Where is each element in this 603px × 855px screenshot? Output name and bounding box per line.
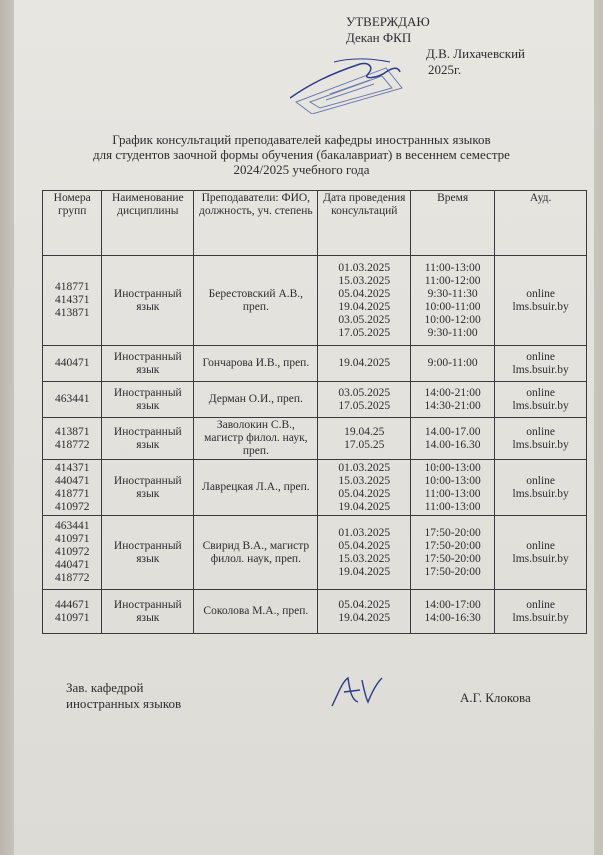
cell-dates <box>318 590 411 634</box>
cell-times-line: 9:30-11:00 <box>427 326 478 339</box>
cell-discipline: Иностранный язык <box>102 256 194 346</box>
cell-times-line: 14:00-17:00 <box>424 598 481 611</box>
cell-room-line: online <box>526 350 556 363</box>
cell-discipline: Иностранный язык <box>102 346 194 382</box>
cell-groups-line: 413871 <box>54 425 90 438</box>
cell-times <box>411 256 495 346</box>
cell-room-line: lms.bsuir.by <box>512 300 569 313</box>
cell-groups-line: 440471 <box>54 474 90 487</box>
approval-title: УТВЕРЖДАЮ <box>346 14 430 29</box>
cell-groups-line: 410971 <box>54 533 90 545</box>
header-dates: Дата проведения консультаций <box>318 191 411 256</box>
cell-times-line: 11:00-13:00 <box>424 500 481 513</box>
cell-teacher: Свирид В.А., магистр филол. наук, преп. <box>194 516 318 590</box>
footer-position-line2: иностранных языков <box>66 696 182 711</box>
cell-times <box>411 382 495 418</box>
cell-groups-line: 440471 <box>54 559 90 571</box>
table-row <box>43 256 587 346</box>
cell-room-line: lms.bsuir.by <box>512 611 569 624</box>
cell-times-line: 11:00-13:00 <box>424 261 481 274</box>
header-groups: Номера групп <box>43 191 102 256</box>
header-discipline: Наименование дисциплины <box>102 191 194 256</box>
cell-room-line: lms.bsuir.by <box>512 363 569 376</box>
cell-times <box>411 590 495 634</box>
cell-room <box>495 256 587 346</box>
cell-room <box>495 516 587 590</box>
cell-dates <box>318 346 411 382</box>
table-row <box>43 418 587 460</box>
cell-times-line: 17:50-20:00 <box>424 539 481 552</box>
cell-dates-line: 01.03.2025 <box>338 461 391 474</box>
cell-times-line: 10:00-13:00 <box>424 474 481 487</box>
cell-dates-line: 19.04.2025 <box>338 300 391 313</box>
cell-times-line: 10:00-11:00 <box>424 300 481 313</box>
cell-times <box>411 460 495 516</box>
cell-room-line: lms.bsuir.by <box>512 399 569 412</box>
cell-times <box>411 346 495 382</box>
cell-discipline: Иностранный язык <box>102 516 194 590</box>
cell-groups-line: 463441 <box>54 393 90 405</box>
cell-teacher: Дерман О.И., преп. <box>194 382 318 418</box>
cell-teacher: Заволокин С.В., магистр филол. наук, преп. <box>194 418 318 460</box>
cell-dates-line: 15.03.2025 <box>338 552 391 565</box>
cell-room <box>495 382 587 418</box>
title-line-1: График консультаций преподавателей кафедры иностранных языков <box>112 132 491 147</box>
cell-groups <box>43 256 102 346</box>
table-row <box>43 516 587 590</box>
cell-times-line: 9:30-11:30 <box>427 287 478 300</box>
table-row <box>43 346 587 382</box>
cell-teacher: Гончарова И.В., преп. <box>194 346 318 382</box>
cell-dates-line: 19.04.2025 <box>338 500 391 513</box>
cell-dates-line: 15.03.2025 <box>338 274 391 287</box>
cell-dates-line: 05.04.2025 <box>338 598 391 611</box>
cell-times-line: 14.00-16.30 <box>424 438 481 451</box>
cell-discipline: Иностранный язык <box>102 590 194 634</box>
table-row <box>43 382 587 418</box>
title-line-2: для студентов заочной формы обучения (бакалавриат) в весеннем семестре <box>93 147 510 162</box>
cell-dates-line: 19.04.2025 <box>338 611 391 624</box>
cell-groups <box>43 382 102 418</box>
cell-dates-line: 01.03.2025 <box>338 526 391 539</box>
cell-room-line: online <box>526 598 556 611</box>
cell-dates-line: 05.04.2025 <box>338 487 391 500</box>
cell-times-line: 11:00-12:00 <box>424 274 481 287</box>
cell-dates-line: 17.05.2025 <box>338 326 391 339</box>
cell-dates-line: 03.05.2025 <box>338 386 391 399</box>
cell-times-line: 14.00-17.00 <box>424 425 481 438</box>
footer-name: А.Г. Клокова <box>460 690 531 705</box>
cell-groups-line: 410972 <box>54 546 90 558</box>
cell-dates-line: 05.04.2025 <box>338 287 391 300</box>
cell-groups <box>43 516 102 590</box>
cell-teacher: Соколова М.А., преп. <box>194 590 318 634</box>
cell-times-line: 10:00-12:00 <box>424 313 481 326</box>
cell-dates-line: 19.04.25 <box>344 425 385 438</box>
cell-groups <box>43 418 102 460</box>
cell-groups-line: 414371 <box>54 461 90 474</box>
cell-room-line: lms.bsuir.by <box>512 487 569 500</box>
cell-dates-line: 01.03.2025 <box>338 261 391 274</box>
cell-room-line: online <box>526 287 556 300</box>
cell-dates-line: 05.04.2025 <box>338 539 391 552</box>
cell-groups-line: 413871 <box>54 307 90 319</box>
cell-groups-line: 410972 <box>54 500 90 513</box>
cell-times-line: 17:50-20:00 <box>424 565 481 578</box>
table-row <box>43 590 587 634</box>
cell-dates-line: 03.05.2025 <box>338 313 391 326</box>
cell-room-line: online <box>526 386 556 399</box>
header-teacher: Преподаватели: ФИО, должность, уч. степень <box>194 191 318 256</box>
cell-dates-line: 15.03.2025 <box>338 474 391 487</box>
head-signature <box>328 672 388 712</box>
cell-dates-line: 19.04.2025 <box>338 357 391 369</box>
cell-times-line: 14:00-21:00 <box>424 386 481 399</box>
cell-groups-line: 418772 <box>54 438 90 451</box>
table-row <box>43 460 587 516</box>
cell-groups-line: 418771 <box>54 281 90 293</box>
cell-groups <box>43 460 102 516</box>
cell-times-line: 9:00-11:00 <box>427 357 478 369</box>
cell-room <box>495 590 587 634</box>
cell-groups-line: 463441 <box>54 520 90 532</box>
cell-times-line: 11:00-13:00 <box>424 487 481 500</box>
cell-times-line: 14:00-16:30 <box>424 611 481 624</box>
cell-groups <box>43 590 102 634</box>
cell-times <box>411 516 495 590</box>
cell-dates-line: 17.05.25 <box>344 438 385 451</box>
cell-room-line: online <box>526 474 556 487</box>
cell-room <box>495 346 587 382</box>
cell-times-line: 17:50-20:00 <box>424 526 481 539</box>
cell-groups-line: 410971 <box>54 611 90 624</box>
cell-groups-line: 440471 <box>54 357 90 369</box>
cell-groups-line: 418772 <box>54 572 90 584</box>
cell-times-line: 10:00-13:00 <box>424 461 481 474</box>
cell-dates <box>318 460 411 516</box>
table-body <box>43 256 587 634</box>
footer-position-line1: Зав. кафедрой <box>66 680 144 695</box>
cell-groups-line: 418771 <box>54 487 90 500</box>
title-line-3: 2024/2025 учебного года <box>233 162 370 177</box>
cell-dates <box>318 516 411 590</box>
consultation-schedule-table <box>42 190 587 634</box>
cell-room-line: lms.bsuir.by <box>512 552 569 565</box>
cell-groups <box>43 346 102 382</box>
cell-discipline: Иностранный язык <box>102 382 194 418</box>
header-room: Ауд. <box>495 191 587 256</box>
header-time: Время <box>411 191 495 256</box>
cell-times <box>411 418 495 460</box>
cell-dates <box>318 382 411 418</box>
approval-name: Д.В. Лихачевский <box>426 46 526 61</box>
cell-dates <box>318 418 411 460</box>
cell-room <box>495 418 587 460</box>
document-title <box>0 132 603 177</box>
cell-discipline: Иностранный язык <box>102 460 194 516</box>
approval-position: Декан ФКП <box>346 30 412 45</box>
cell-teacher: Лаврецкая Л.А., преп. <box>194 460 318 516</box>
cell-times-line: 14:30-21:00 <box>424 399 481 412</box>
approval-date: 2025г. <box>428 62 462 77</box>
cell-groups-line: 414371 <box>54 294 90 306</box>
cell-room-line: lms.bsuir.by <box>512 438 569 451</box>
stamp-and-signature <box>290 54 410 114</box>
cell-discipline: Иностранный язык <box>102 418 194 460</box>
cell-groups-line: 444671 <box>54 598 90 611</box>
cell-dates-line: 17.05.2025 <box>338 399 391 412</box>
cell-times-line: 17:50-20:00 <box>424 552 481 565</box>
cell-dates <box>318 256 411 346</box>
cell-room-line: online <box>526 425 556 438</box>
cell-dates-line: 19.04.2025 <box>338 565 391 578</box>
cell-teacher: Берестовский А.В., преп. <box>194 256 318 346</box>
cell-room-line: online <box>526 539 556 552</box>
table-header-row <box>43 191 587 256</box>
footer-signatory <box>66 680 181 712</box>
cell-room <box>495 460 587 516</box>
